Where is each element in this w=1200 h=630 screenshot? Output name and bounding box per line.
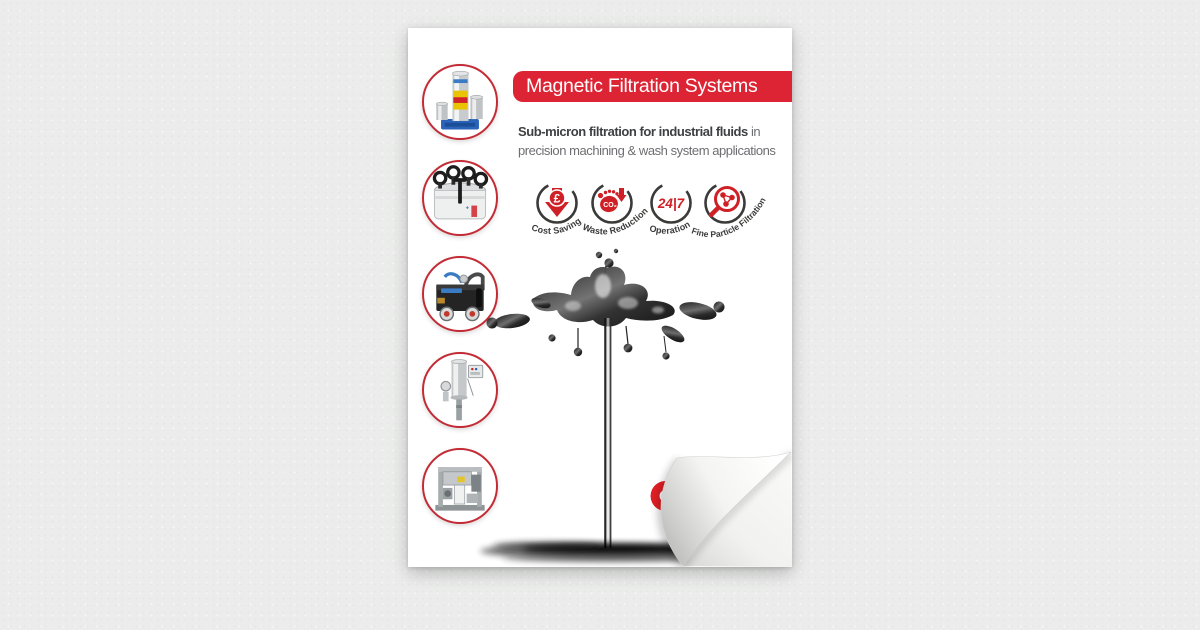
title-banner [513, 71, 792, 102]
page-curl [592, 417, 792, 567]
micromag-cartridge-filters-photo [424, 66, 496, 138]
badge-fine-particle-filtration [691, 175, 791, 252]
brochure-cover-page [408, 28, 792, 567]
pound-symbol: £ [553, 191, 561, 206]
product-photo-micromag [422, 64, 498, 140]
intro-text [518, 122, 790, 160]
intro-line1 [518, 122, 790, 141]
badge-fine-particle-label: Fine Particle Filtration [691, 195, 768, 240]
24-7-text-icon: 24|7 [657, 196, 685, 211]
product-photo-pressure-vessel [422, 160, 498, 236]
intro-line1-suffix: in [747, 124, 761, 139]
badge-cost-saving-label: Cost Saving [530, 215, 583, 236]
page-title: Magnetic Filtration Systems [526, 75, 758, 97]
intro-line1-bold: Sub-micron filtration for industrial fluids [518, 124, 748, 139]
badge-operation-label: Operation [648, 218, 693, 236]
badge-waste-reduction-label: Waste Reduction [581, 205, 650, 237]
svg-text:+: + [465, 205, 469, 212]
intro-line2: precision machining & wash system applications [518, 143, 776, 158]
pressure-vessel-filter-photo [424, 162, 496, 234]
co2-label: CO₂ [603, 202, 617, 209]
